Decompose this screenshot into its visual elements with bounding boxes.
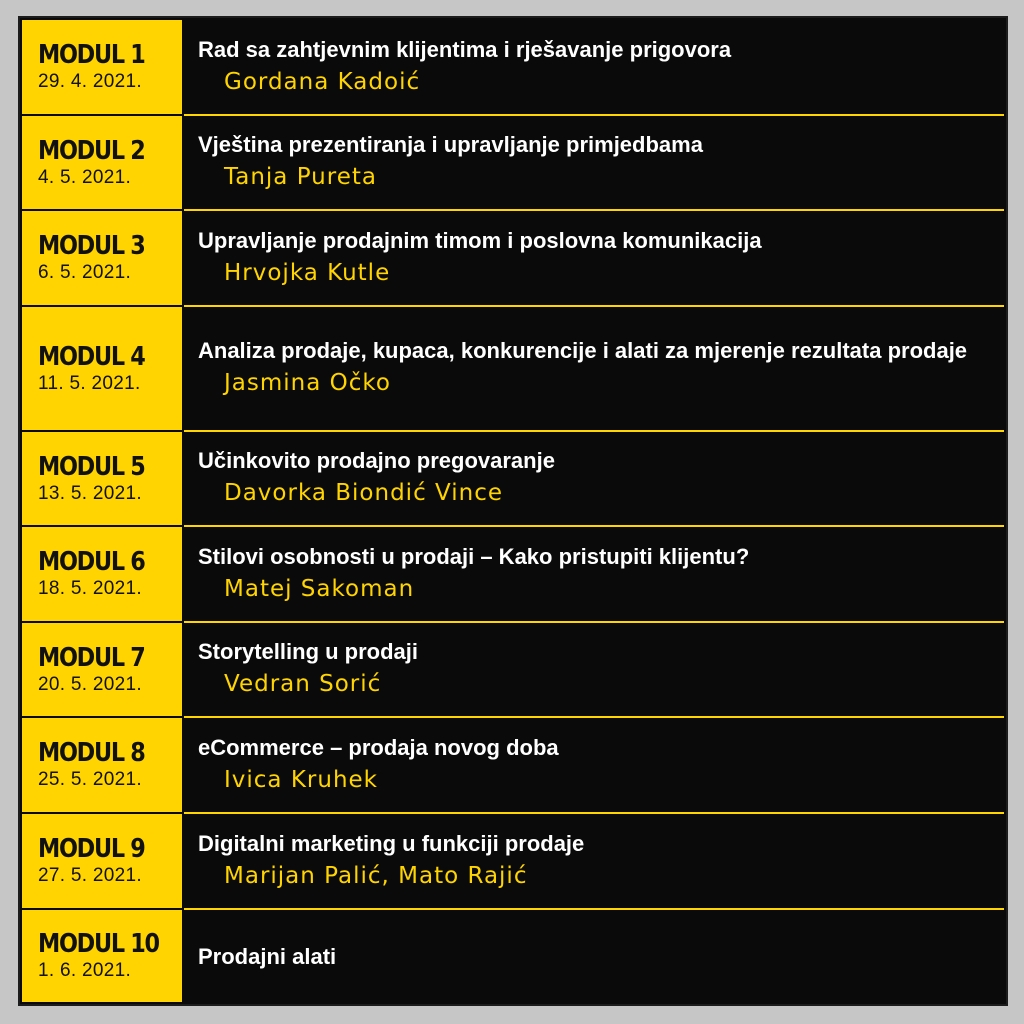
module-content-cell xyxy=(198,812,996,908)
module-number: MODUL 5 xyxy=(38,451,145,482)
module-date: 20. 5. 2021. xyxy=(38,673,142,695)
module-label-cell xyxy=(22,814,182,908)
module-date: 11. 5. 2021. xyxy=(38,372,141,394)
module-speaker: Tanja Pureta xyxy=(224,164,377,190)
module-row xyxy=(20,908,1006,1004)
module-date: 25. 5. 2021. xyxy=(38,769,142,790)
module-content-cell xyxy=(198,430,996,525)
module-speaker: Marijan Palić, Mato Rajić xyxy=(224,862,528,889)
module-row xyxy=(20,621,1006,716)
module-content-cell xyxy=(198,908,996,1004)
module-title: Prodajni alati xyxy=(198,943,337,969)
module-row xyxy=(20,18,1006,114)
module-row xyxy=(20,716,1006,812)
module-row xyxy=(20,525,1006,621)
module-number: MODUL 3 xyxy=(38,231,145,261)
module-row xyxy=(20,209,1006,305)
module-speaker: Jasmina Očko xyxy=(224,370,391,396)
module-title: Storytelling u prodaji xyxy=(198,639,419,664)
module-title: Upravljanje prodajnim timom i poslovna komunikacija xyxy=(198,227,762,253)
module-label-cell xyxy=(22,910,182,1002)
module-speaker: Hrvojka Kutle xyxy=(224,259,391,286)
module-title: Analiza prodaje, kupaca, konkurencije i alati za mjerenje rezultata prodaje xyxy=(198,338,968,363)
module-content-cell xyxy=(198,716,996,812)
module-content-cell xyxy=(198,305,996,430)
module-number: MODUL 9 xyxy=(38,834,145,864)
module-number: MODUL 7 xyxy=(38,642,145,673)
module-date: 6. 5. 2021. xyxy=(38,262,132,283)
module-speaker: Matej Sakoman xyxy=(224,575,415,602)
module-number: MODUL 6 xyxy=(38,547,145,577)
module-date: 29. 4. 2021. xyxy=(38,71,142,92)
module-speaker: Vedran Sorić xyxy=(224,671,382,697)
module-number: MODUL 4 xyxy=(38,341,145,372)
module-schedule-table xyxy=(18,16,1008,1006)
module-speaker: Davorka Biondić Vince xyxy=(224,480,504,506)
module-label-cell xyxy=(22,20,182,114)
module-content-cell xyxy=(198,621,996,716)
module-date: 27. 5. 2021. xyxy=(38,865,142,886)
module-content-cell xyxy=(198,114,996,209)
module-title: Učinkovito prodajno pregovaranje xyxy=(198,448,555,473)
module-label-cell xyxy=(22,432,182,525)
module-speaker: Gordana Kadoić xyxy=(224,68,421,95)
module-speaker: Ivica Kruhek xyxy=(224,766,378,793)
module-number: MODUL 1 xyxy=(38,40,145,70)
module-title: Rad sa zahtjevnim klijentima i rješavanje prigovora xyxy=(198,36,732,62)
module-title: Stilovi osobnosti u prodaji – Kako pristupiti klijentu? xyxy=(198,543,750,569)
module-row xyxy=(20,114,1006,209)
module-label-cell xyxy=(22,623,182,716)
module-row xyxy=(20,812,1006,908)
module-row xyxy=(20,305,1006,430)
module-title: Vještina prezentiranja i upravljanje primjedbama xyxy=(198,132,703,157)
module-title: Digitalni marketing u funkciji prodaje xyxy=(198,830,585,856)
module-date: 1. 6. 2021. xyxy=(38,960,132,981)
module-label-cell xyxy=(22,527,182,621)
module-date: 4. 5. 2021. xyxy=(38,166,132,188)
module-number: MODUL 8 xyxy=(38,738,145,768)
module-content-cell xyxy=(198,209,996,305)
module-row xyxy=(20,430,1006,525)
module-label-cell xyxy=(22,211,182,305)
module-number: MODUL 2 xyxy=(38,135,145,166)
module-label-cell xyxy=(22,307,182,430)
module-content-cell xyxy=(198,525,996,621)
module-number: MODUL 10 xyxy=(38,929,159,959)
module-label-cell xyxy=(22,116,182,209)
module-date: 18. 5. 2021. xyxy=(38,578,142,599)
module-date: 13. 5. 2021. xyxy=(38,482,142,504)
module-content-cell xyxy=(198,18,996,114)
module-label-cell xyxy=(22,718,182,812)
module-title: eCommerce – prodaja novog doba xyxy=(198,734,559,760)
